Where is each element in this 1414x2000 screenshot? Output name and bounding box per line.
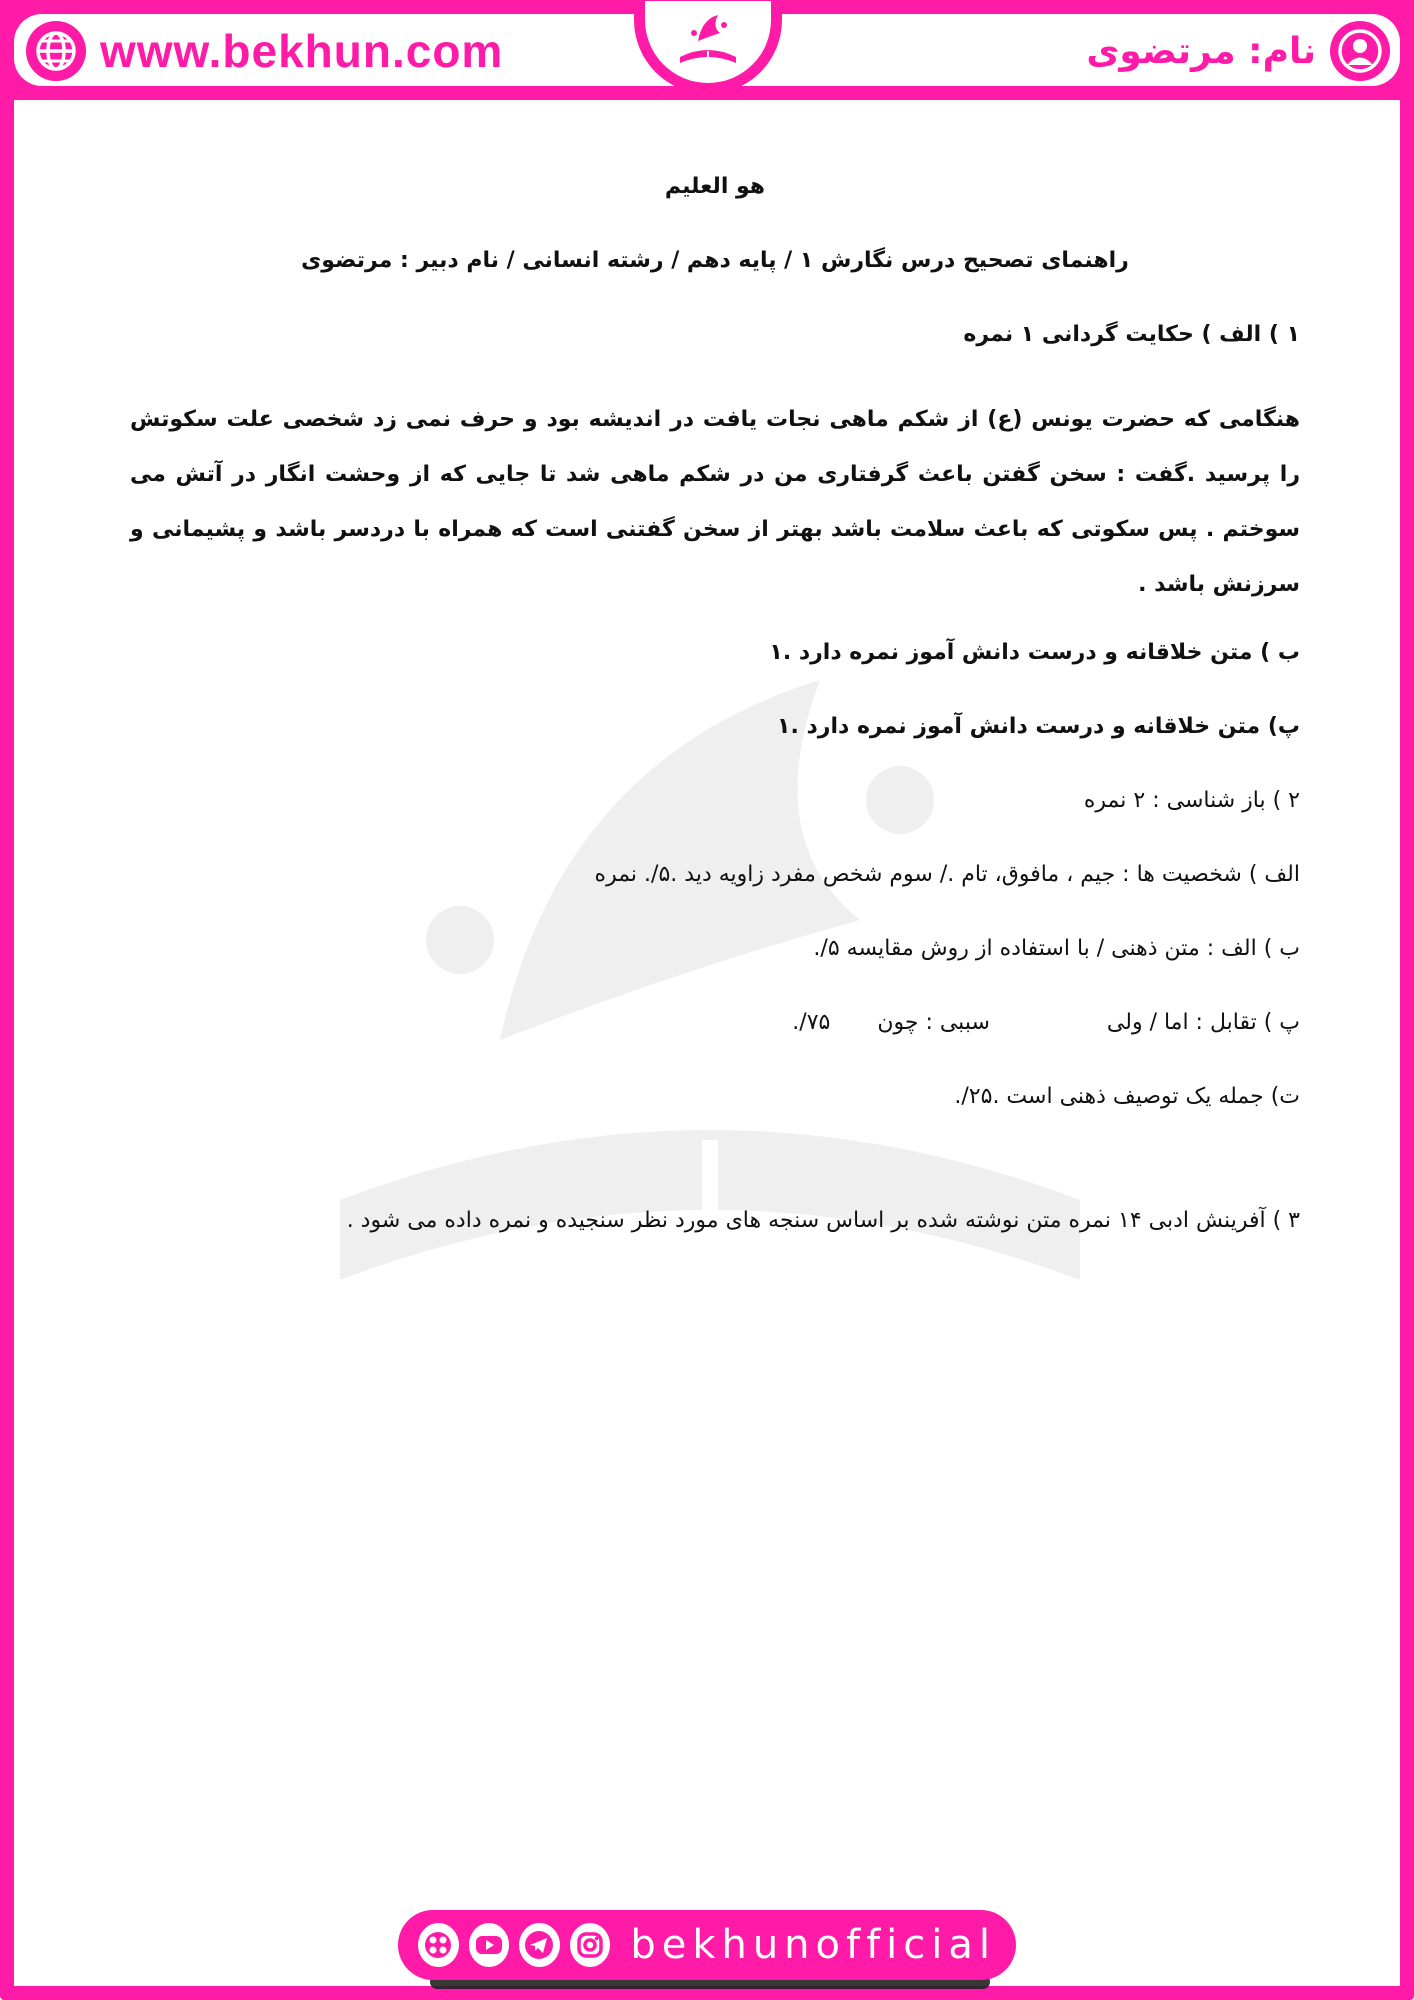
question-1b: ب ) متن خلاقانه و درست دانش آموز نمره دارد .۱ [769, 640, 1300, 665]
website-badge[interactable] [26, 20, 503, 82]
question-1a-title: ۱ ) الف ) حکایت گردانی ۱ نمره [963, 322, 1300, 347]
website-url[interactable]: www.bekhun.com [100, 25, 504, 77]
question-2a: الف ) شخصیت ها : جیم ، مافوق، تام ./ سوم شخص مفرد زاویه دید .۵/. نمره [594, 862, 1300, 887]
globe-icon [26, 21, 86, 81]
teacher-name: نام: مرتضوی [1086, 30, 1316, 72]
question-2c-causal: سببی : چون [877, 1010, 990, 1035]
question-3: ۳ ) آفرینش ادبی ۱۴ نمره متن نوشته شده بر اساس سنجه های مورد نظر سنجیده و نمره داده می شود . [346, 1208, 1300, 1233]
question-2d: ت) جمله یک توصیف ذهنی است .۲۵/. [954, 1084, 1300, 1109]
instagram-icon[interactable] [570, 1923, 611, 1967]
question-2-title: ۲ ) باز شناسی : ۲ نمره [1083, 788, 1300, 813]
doc-subtitle: راهنمای تصحیح درس نگارش ۱ / پایه دهم / رشته انسانی / نام دبیر : مرتضوی [301, 248, 1129, 273]
telegram-icon[interactable] [519, 1923, 560, 1967]
question-2c [130, 1006, 1300, 1040]
document-body [130, 170, 1300, 1278]
question-2c-score: ۷۵/. [792, 1010, 831, 1035]
question-1c: پ) متن خلاقانه و درست دانش آموز نمره دارد .۱ [777, 714, 1300, 739]
social-footer[interactable] [398, 1910, 1016, 1980]
youtube-icon[interactable] [469, 1923, 510, 1967]
name-badge [1086, 20, 1390, 82]
header-divider [14, 88, 1400, 94]
doc-heading: هو العلیم [664, 174, 766, 199]
question-2b: ب ) الف : متن ذهنی / با استفاده از روش مقایسه ۵/. [813, 936, 1300, 961]
social-handle[interactable]: bekhunofficial [630, 1922, 997, 1968]
aparat-icon[interactable] [418, 1923, 459, 1967]
question-1a-answer: هنگامی که حضرت یونس (ع) از شکم ماهی نجات یافت در اندیشه بود و حرف نمی زد شخصی علت سکوتش را پرسید .گفت : سخن گفتن باعث گرفتاری من در شکم ماهی شد تا جایی که از وحشت انگار در آتش می سوختم . پس سکوتی که باعث سلامت باشد بهتر از سخن گفتنی است که همراه با دردسر باشد و پشیمانی و سرزنش باشد . [130, 407, 1300, 597]
user-avatar-icon [1330, 21, 1390, 81]
brand-logo [645, 1, 771, 83]
question-2c-contrast: پ ) تقابل : اما / ولی [1106, 1010, 1300, 1035]
